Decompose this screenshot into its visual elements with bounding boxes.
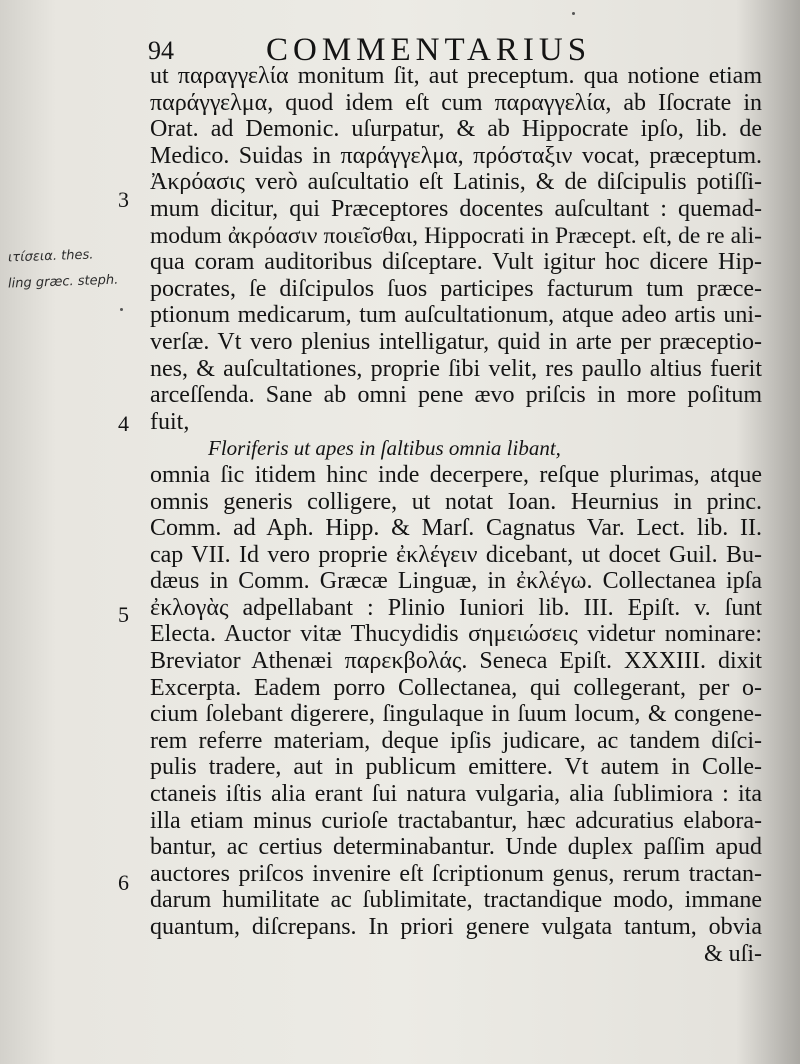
text-line: Excerpta. Eadem porro Collectanea, qui collegerant, per o- [150,674,762,701]
body-text [150,63,762,967]
text-line: qua coram auditoribus diſceptare. Vult igitur hoc dicere Hip- [150,249,762,276]
text-line: auctores priſcos invenire eſt ſcriptionum genus, rerum tractan- [150,860,762,887]
text-line: fuit, [150,408,190,435]
text-line: darum humilitate ac ſublimitate, tractandique modo, immane [150,887,762,914]
text-line: cium ſolebant digerere, ſingulaque in ſuum locum, & congene- [150,701,762,728]
text-line: Breviator Athenæi παρεκβολάς. Seneca Epiſt. XXXIII. dixit [150,648,762,675]
text-line: mum dicitur, qui Præceptores docentes auſcultant : quemad- [150,195,762,222]
ink-speck [120,308,123,311]
margin-number: 6 [118,870,129,895]
running-head: COMMENTARIUS [266,32,592,68]
text-line: omnia ſic itidem hinc inde decerpere, reſque plurimas, atque [150,461,762,488]
text-line: cap VII. Id vero proprie ἐκλέγειν dicebant, ut docet Guil. Bu- [150,541,762,568]
text-line: quantum, diſcrepans. In priori genere vulgata tantum, obvia [150,914,762,940]
text-line: ut παραγγελία monitum ſit, aut preceptum. qua notione etiam [150,63,762,89]
text-line: παράγγελμα, quod idem eſt cum παραγγελία, ab Iſocrate in [150,89,762,116]
page-number: 94 [148,36,174,65]
text-line: ptionum medicarum, tum auſcultationum, atque adeo artis uni- [150,302,762,329]
text-line: verſæ. Vt vero plenius intelligatur, quid in arte per præceptio- [150,328,762,355]
text-line: bantur, ac certius determinabantur. Unde duplex paſſim apud [150,834,762,861]
text-line: omnis generis colligere, ut notat Ioan. Heurnius in princ. [150,488,762,515]
text-line: ctaneis iſtis alia erant ſui natura vulgaria, alia ſublimiora : ita [150,781,762,808]
verse-line: Floriferis ut apes in ſaltibus omnia libant, [208,436,561,461]
text-line: modum ἀκρόασιν ποιεῖσθαι, Hippocrati in Præcept. eſt, de re ali- [150,222,762,249]
text-line: illa etiam minus curioſe tractabantur, hæc adcuratius elabora- [150,807,762,834]
margin-annotation: ling græc. steph. [7,272,119,292]
text-line: arceſſenda. Sane ab omni pene ævo priſcis in more poſitum [150,382,762,409]
text-line: Orat. ad Demonic. uſurpatur, & ab Hippocrate ipſo, lib. de [150,116,762,143]
text-line: Ἀκρόασις verò auſcultatio eſt Latinis, & de diſcipulis potiſſi- [150,169,762,196]
text-line: ἐκλογὰς adpellabant : Plinio Iuniori lib. III. Epiſt. v. ſunt [150,594,762,621]
text-line: pocrates, ſe diſcipulos ſuos participes facturum tum præce- [150,275,762,302]
catchword: & uſi- [704,940,762,967]
text-line: Comm. ad Aph. Hipp. & Marſ. Cagnatus Var. Lect. lib. II. [150,515,762,542]
text-line: nes, & auſcultationes, proprie ſibi velit, res paullo altius fuerit [150,355,762,382]
text-line: pulis tradere, aut in publicum emittere. Vt autem in Colle- [150,754,762,781]
text-line: dæus in Comm. Græcæ Linguæ, in ἐκλέγω. Collectanea ipſa [150,568,762,595]
text-line: Electa. Auctor vitæ Thucydidis σημειώσεις videtur nominare: [150,621,762,648]
margin-number: 3 [118,187,129,212]
ink-speck [572,12,575,15]
margin-number: 4 [118,411,129,436]
text-line: Medico. Suidas in παράγγελμα, πρόσταξιν vocat, præceptum. [150,142,762,169]
margin-annotation: ιτίσεια. thes. [7,247,94,266]
text-line: rem referre materiam, deque ipſis judicare, ac tandem diſci- [150,727,762,754]
margin-number: 5 [118,602,129,627]
